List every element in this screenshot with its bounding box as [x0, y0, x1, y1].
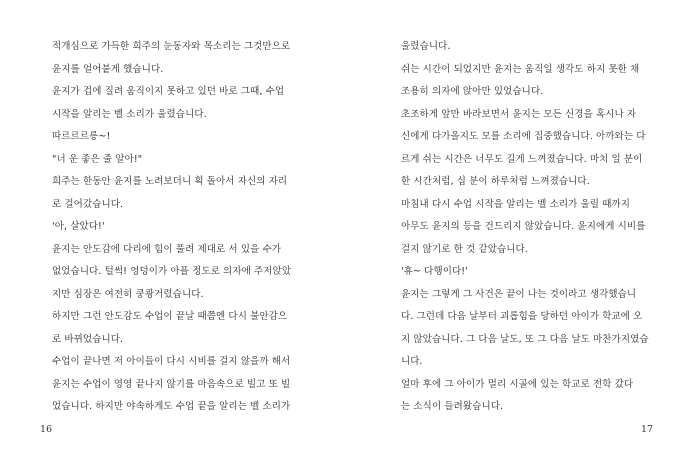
text-line: 윤지는 그렇게 그 사건은 끝이 나는 것이라고 생각했습니	[401, 288, 637, 300]
text-line: 신에게 다가올지도 모를 소리에 집중했습니다. 아까와는 다	[401, 131, 646, 142]
text-line: 다. 그런데 다음 날부터 괴롭힘을 당하던 아이가 학교에 오	[401, 311, 643, 322]
text-line: '아, 살았다!'	[52, 221, 105, 232]
text-line: 윤지는 수업이 영영 끝나지 않기를 마음속으로 빌고 또 빌	[52, 378, 291, 390]
text-line: 얼마 후에 그 아이가 멀리 시골에 있는 학교로 전학 갔다	[401, 378, 634, 390]
text-line: 윤지가 겁에 질려 움직이지 못하고 있던 바로 그때, 수업	[52, 86, 285, 97]
text-line: 하지만 그런 안도감도 수업이 끝날 때쯤엔 다시 불안감으	[52, 311, 288, 322]
right-page-text	[401, 36, 669, 419]
text-line: 마침내 다시 수업 시작을 알리는 벨 소리가 울릴 때까지	[401, 198, 631, 210]
text-line: '휴~ 다행이다!'	[401, 266, 468, 277]
text-line: 희주는 한동안 윤지를 노려보더니 획 돌아서 자신의 자리	[52, 176, 288, 187]
text-line: 시작을 알리는 벨 소리가 울렸습니다.	[52, 108, 207, 120]
text-line: 는 소식이 들려왔습니다.	[401, 401, 504, 412]
page-number-left: 16	[40, 424, 53, 435]
text-line: 아무도 윤지의 등을 건드리지 않았습니다. 윤지에게 시비를	[401, 221, 646, 232]
text-line: 르게 쉬는 시간은 너무도 길게 느껴졌습니다. 마치 일 분이	[401, 153, 643, 165]
text-line: 적개심으로 가득한 희주의 눈동자와 목소리는 그것만으로	[52, 41, 291, 52]
text-line: 지만 심장은 여전히 쿵쾅거렸습니다.	[52, 288, 204, 300]
text-line: 윤지를 얼어붙게 했습니다.	[52, 63, 164, 75]
text-line: 윤지는 안도감에 다리에 힘이 풀려 제대로 서 있을 수가	[52, 243, 282, 255]
text-line: 니다.	[401, 356, 423, 367]
text-line: 쉬는 시간이 되었지만 윤지는 움직일 생각도 하지 못한 채	[401, 63, 640, 75]
text-line: 로 바뀌었습니다.	[52, 333, 124, 345]
text-line: "너 운 좋은 줄 알아!"	[52, 153, 143, 165]
text-line: 조용히 의자에 앉아만 있었습니다.	[401, 86, 544, 97]
text-line: 따르르르릉~!	[52, 131, 111, 142]
text-line: 지 않았습니다. 그 다음 날도, 또 그 다음 날도 마찬가지였습	[401, 333, 649, 345]
text-line: 걸지 않기로 한 것 같았습니다.	[401, 243, 528, 255]
text-line: 한 시간처럼, 십 분이 하루처럼 느껴졌습니다.	[401, 176, 590, 187]
text-line: 초조하게 앞만 바라보면서 윤지는 모든 신경을 혹시나 자	[401, 108, 637, 120]
text-line: 울렸습니다.	[401, 41, 451, 52]
text-line: 수업이 끝나면 저 아이들이 다시 시비를 걸지 않을까 해서	[52, 356, 291, 367]
text-line: 로 걸어갔습니다.	[52, 198, 124, 210]
page-number-right: 17	[641, 424, 654, 435]
left-page-text	[52, 36, 320, 419]
text-line: 없었습니다. 털썩! 엉덩이가 아플 정도로 의자에 주저앉았	[52, 266, 292, 277]
text-line: 었습니다. 하지만 야속하게도 수업 끝을 알리는 벨 소리가	[52, 401, 291, 412]
